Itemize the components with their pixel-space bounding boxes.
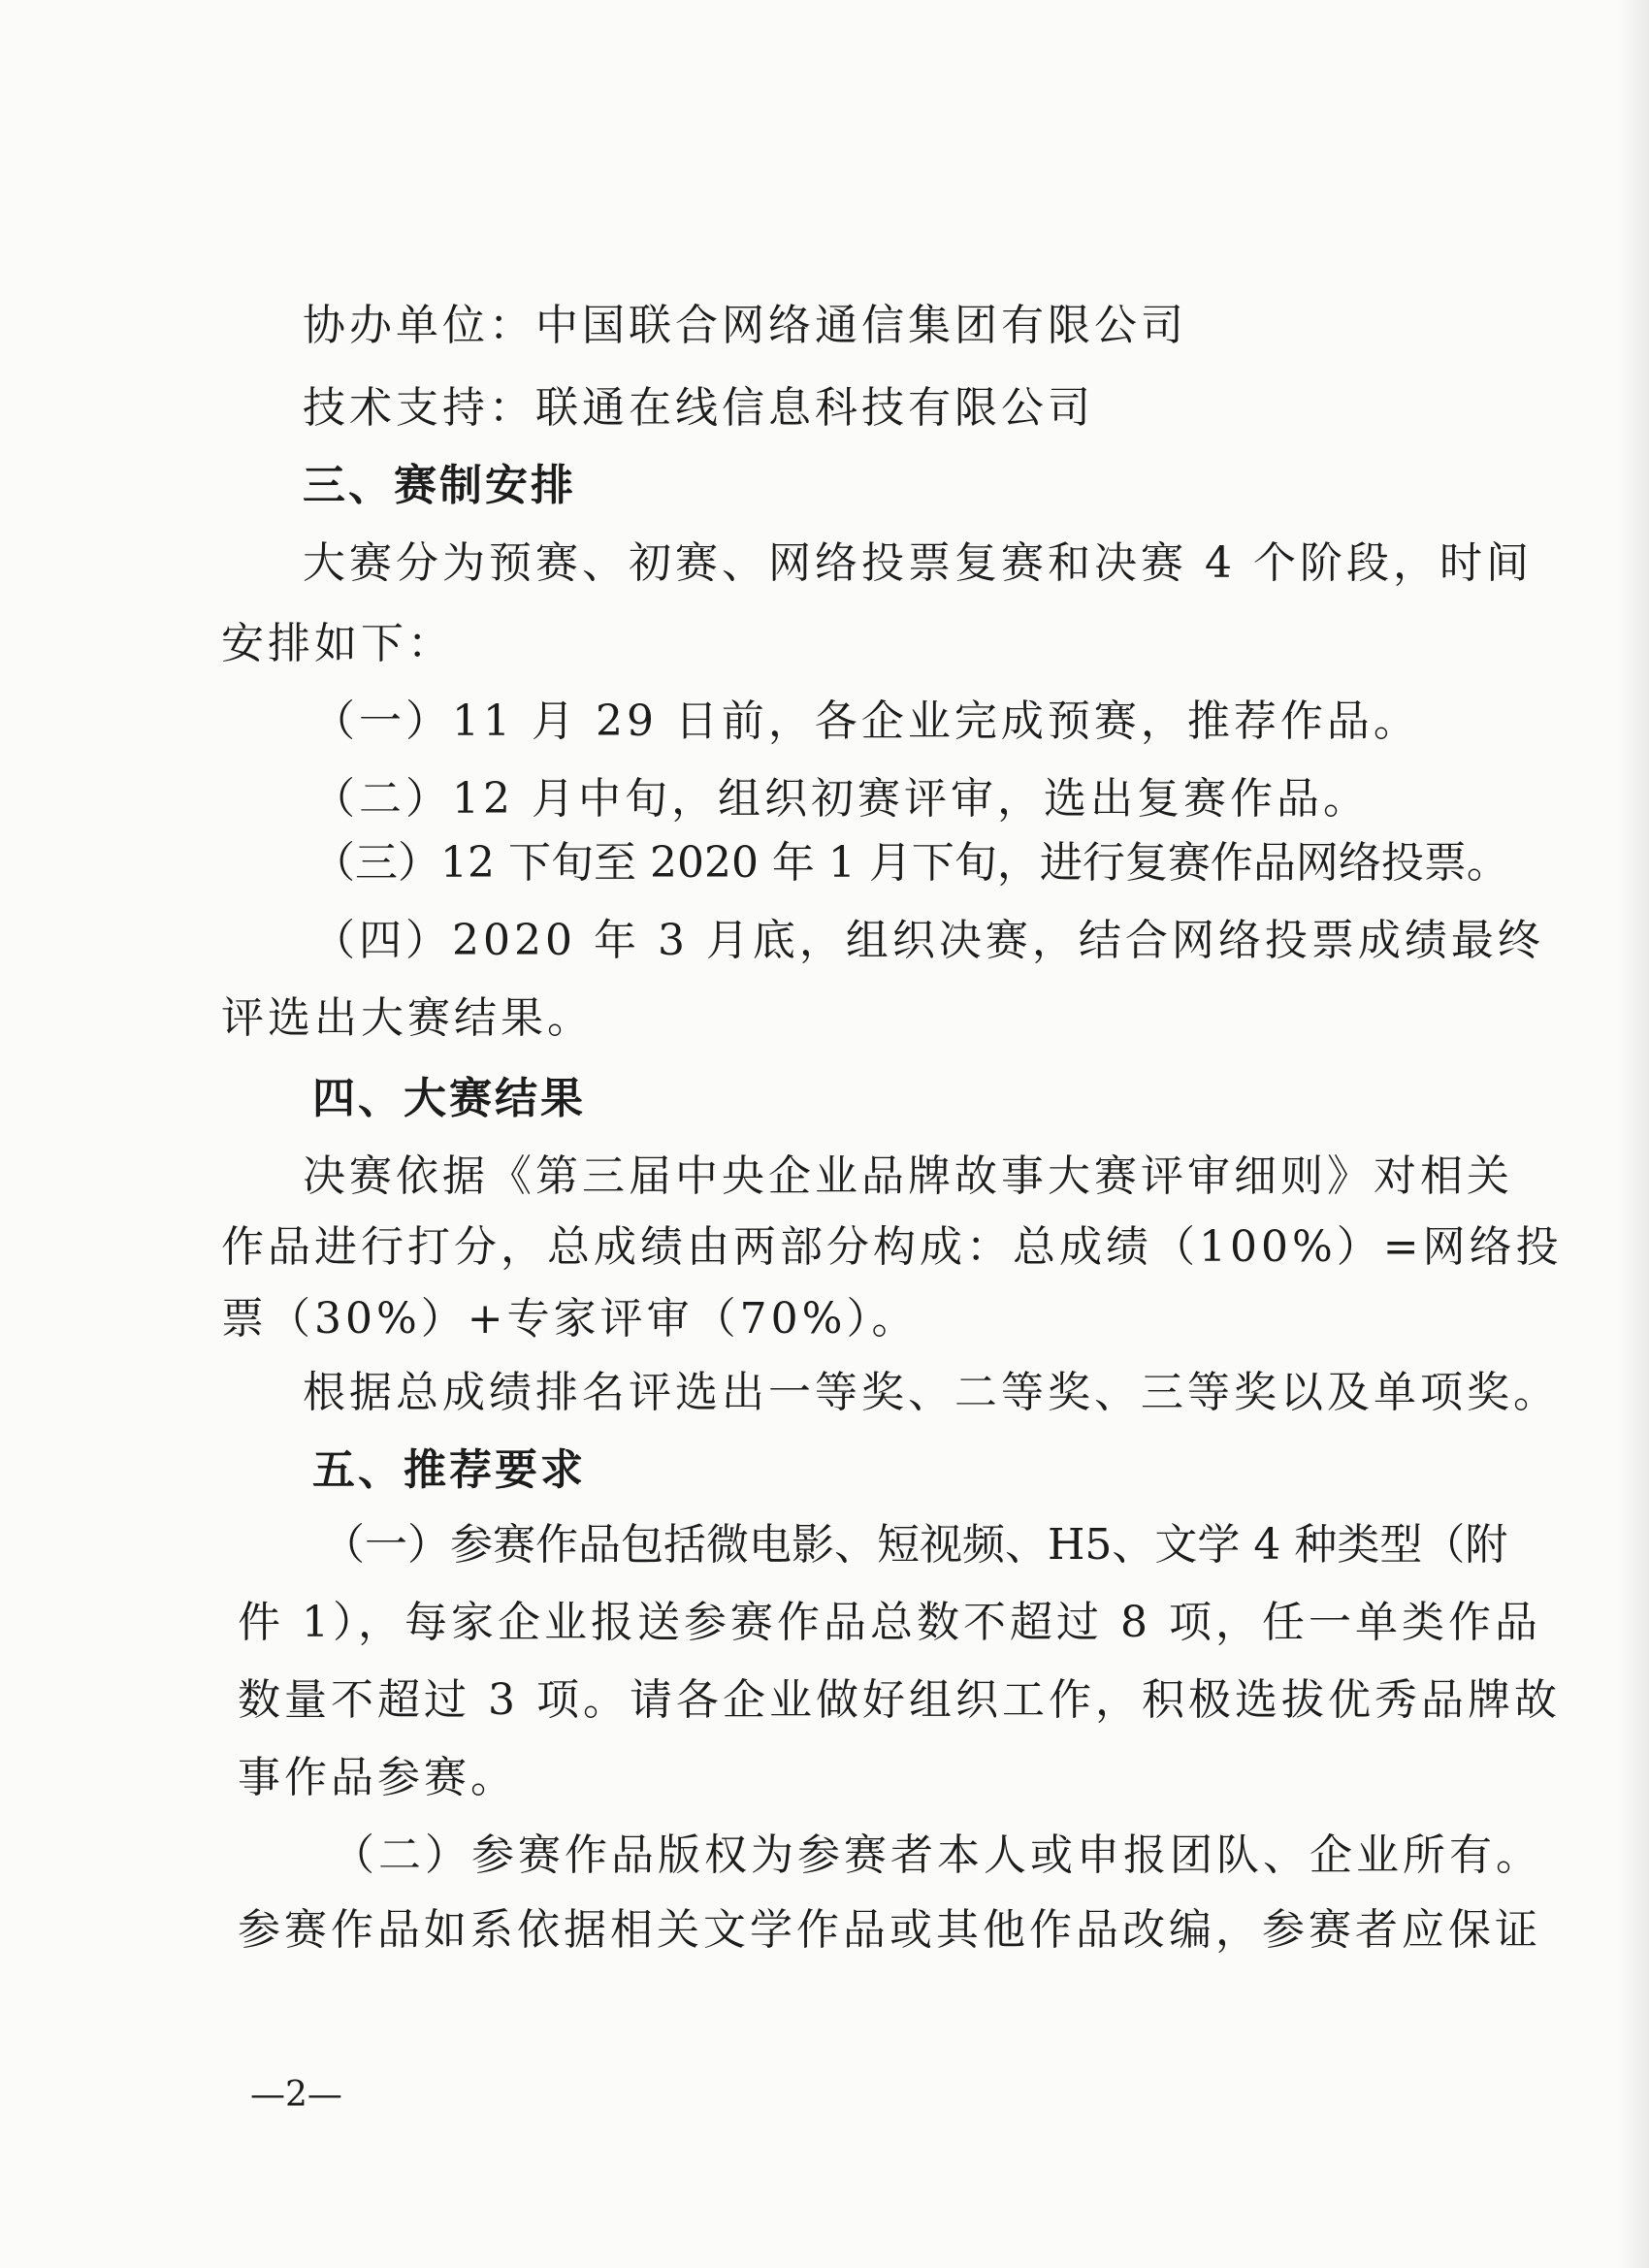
paragraph-line: 事作品参赛。 (238, 1753, 517, 1802)
technical-support-line: 技术支持：联通在线信息科技有限公司 (303, 383, 1094, 433)
section-heading-results: 四、大赛结果 (312, 1074, 586, 1123)
list-item-4: （四）2020 年 3 月底，组织决赛，结合网络投票成绩最终 (312, 916, 1544, 965)
paragraph-line: 件 1），每家企业报送参赛作品总数不超过 8 项，任一单类作品 (238, 1598, 1541, 1647)
paragraph-line: 评选出大赛结果。 (221, 993, 594, 1043)
section-heading-requirements: 五、推荐要求 (312, 1445, 586, 1495)
list-item-1: （一）11 月 29 日前，各企业完成预赛，推荐作品。 (312, 697, 1420, 746)
page-edge-shadow (1620, 0, 1649, 2268)
paragraph-line: 作品进行打分，总成绩由两部分构成：总成绩（100%）=网络投 (221, 1222, 1563, 1272)
section-heading-schedule: 三、赛制安排 (303, 461, 576, 510)
list-item-3: （三）12 下旬至 2020 年 1 月下旬，进行复赛作品网络投票。 (312, 838, 1509, 888)
paragraph-line: 决赛依据《第三届中央企业品牌故事大赛评审细则》对相关 (303, 1151, 1513, 1201)
page-number: —2— (250, 2075, 342, 2115)
paragraph-line: 根据总成绩排名评选出一等奖、二等奖、三等奖以及单项奖。 (303, 1368, 1560, 1417)
list-item-2: （二）参赛作品版权为参赛者本人或申报团队、企业所有。 (332, 1831, 1542, 1880)
paragraph-line: 大赛分为预赛、初赛、网络投票复赛和决赛 4 个阶段，时间 (303, 538, 1533, 588)
paragraph-line: 数量不超过 3 项。请各企业做好组织工作，积极选拔优秀品牌故 (238, 1675, 1561, 1725)
list-item-1: （一）参赛作品包括微电影、短视频、H5、文学 4 种类型（附 (322, 1520, 1508, 1570)
paragraph-line: 安排如下： (221, 619, 454, 668)
co-organizer-line: 协办单位：中国联合网络通信集团有限公司 (303, 301, 1187, 350)
list-item-2: （二）12 月中旬，组织初赛评审，选出复赛作品。 (312, 774, 1370, 824)
paragraph-line: 票（30%）+专家评审（70%）。 (221, 1294, 919, 1344)
paragraph-line: 参赛作品如系依据相关文学作品或其他作品改编，参赛者应保证 (238, 1905, 1541, 1955)
